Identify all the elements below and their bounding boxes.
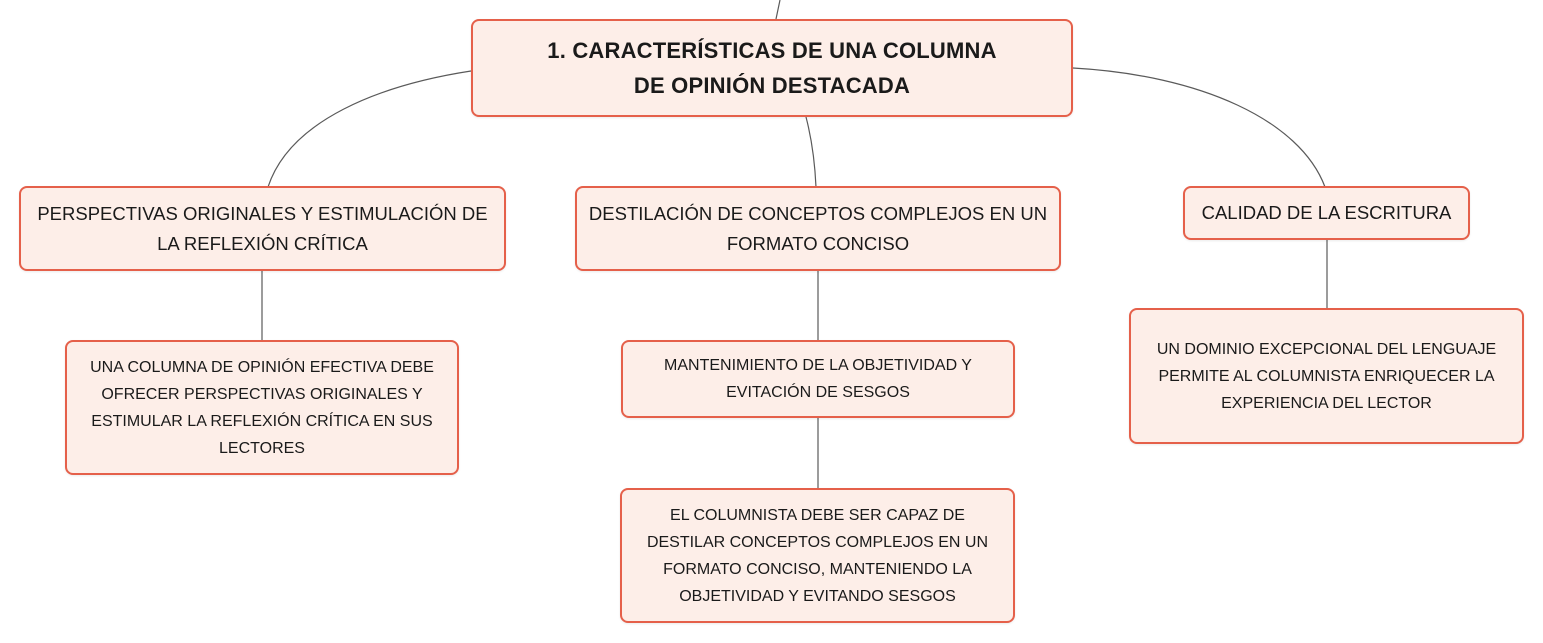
connector-root-to-branch-3: [1073, 68, 1325, 187]
branch-label: PERSPECTIVAS ORIGINALES Y ESTIMULACIÓN DE LA REFLEXIÓN CRÍTICA: [37, 202, 488, 254]
branch-node-destilacion[interactable]: [575, 186, 1061, 271]
root-topic-title: 1. CARACTERÍSTICAS DE UNA COLUMNA DE OPINIÓN DESTACADA: [547, 38, 997, 98]
branch-node-calidad[interactable]: [1183, 186, 1470, 240]
root-topic-node[interactable]: [471, 19, 1073, 117]
connector-root-to-branch-1: [268, 71, 471, 187]
branch-label: CALIDAD DE LA ESCRITURA: [1201, 202, 1452, 223]
branch-label: DESTILACIÓN DE CONCEPTOS COMPLEJOS EN UN FORMATO CONCISO: [588, 202, 1048, 254]
subtopic-label: EL COLUMNISTA DEBE SER CAPAZ DE DESTILAR CONCEPTOS COMPLEJOS EN UN FORMATO CONCISO, MANTENIENDO LA OBJETIVIDAD Y EVITANDO SESGOS: [646, 506, 989, 605]
connector-incoming: [776, 0, 780, 19]
subtopic-node-objetividad[interactable]: [621, 340, 1015, 418]
subtopic-label: MANTENIMIENTO DE LA OBJETIVIDAD Y EVITACIÓN DE SESGOS: [664, 357, 972, 401]
subtopic-label: UN DOMINIO EXCEPCIONAL DEL LENGUAJE PERMITE AL COLUMNISTA ENRIQUECER LA EXPERIENCIA DEL LECTOR: [1156, 340, 1497, 412]
connector-root-to-branch-2: [806, 117, 816, 187]
subtopic-node-perspectivas-detail[interactable]: [65, 340, 459, 475]
subtopic-node-columnista-detail[interactable]: [620, 488, 1015, 623]
subtopic-label: UNA COLUMNA DE OPINIÓN EFECTIVA DEBE OFRECER PERSPECTIVAS ORIGINALES Y ESTIMULAR LA REFLEXIÓN CRÍTICA EN SUS LECTORES: [90, 358, 434, 457]
subtopic-node-lenguaje[interactable]: [1129, 308, 1524, 444]
branch-node-perspectivas[interactable]: [19, 186, 506, 271]
